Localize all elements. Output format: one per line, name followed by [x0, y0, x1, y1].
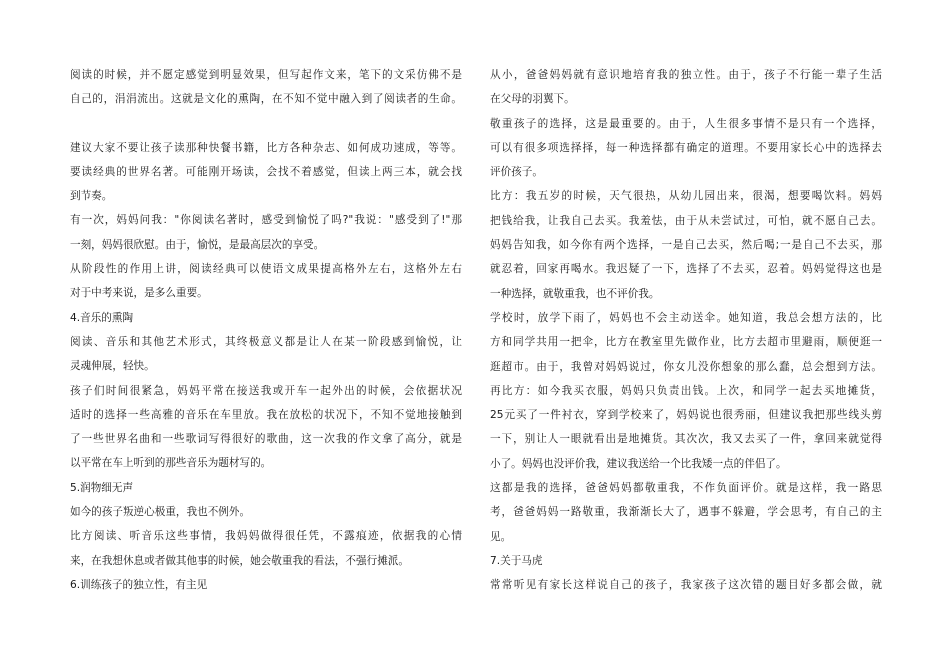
text-line: 对于中考来说，是多么重要。: [70, 287, 208, 300]
text-line: 阅读的时候，并不愿定感觉到明显效果，但写起作文来，笔下的文采仿佛不是: [70, 69, 462, 81]
text-line: 4.音乐的熏陶: [70, 311, 134, 324]
text-line: 学校时，放学下雨了，妈妈也不会主动送伞。她知道，我总会想方法的，比: [490, 311, 882, 324]
text-line: 见。: [490, 530, 512, 543]
text-line: 敬重孩子的选择，这是最重要的。由于，人生很多事情不是只有一个选择，: [490, 117, 882, 130]
text-line: 阅读、音乐和其他艺术形式，其终极意义都是让人在某一阶段感到愉悦，让: [70, 335, 462, 348]
text-line: 到节奏。: [70, 190, 113, 203]
text-line: 建议大家不要让孩子读那种快餐书籍，比方各种杂志、如何成功速成，等等。: [70, 141, 462, 154]
text-line: 来，在我想休息或者做其他事的时候，她会敬重我的看法，不强行摊派。: [70, 554, 409, 567]
text-line: 在父母的羽翼下。: [490, 93, 575, 106]
paragraph-gap: [70, 112, 462, 136]
text-line: 从阶段性的作用上讲，阅读经典可以使语文成果提高格外左右，这格外左右: [70, 263, 462, 276]
text-line: 一刻，妈妈很欣慰。由于，愉悦，是最高层次的享受。: [70, 238, 325, 251]
text-line: 一种选择，就敬重我，也不评价我。: [490, 287, 660, 300]
right-column: [490, 63, 882, 598]
text-line: 了一些世界名曲和一些歌词写得很好的歌曲，这一次我的作文拿了高分，就是: [70, 433, 462, 446]
text-line: 6.训练孩子的独立性，有主见: [70, 578, 208, 591]
text-line: 评价孩子。: [490, 166, 543, 179]
text-line: 比方：我五岁的时候，天气很热，从幼儿园出来，很渴，想要喝饮料。妈妈: [490, 190, 882, 203]
text-line: 自己的，涓涓流出。这就是文化的熏陶，在不知不觉中融入到了阅读者的生命。: [70, 93, 462, 106]
text-line: 以平常在车上听到的那些音乐为题材写的。: [70, 457, 272, 470]
text-line: 要读经典的世界名著。可能刚开场读，会找不着感觉，但读上两三本，就会找: [70, 165, 462, 178]
text-line: 考，爸爸妈妈一路敬重，我渐渐长大了，遇事不躲避，学会思考，有自己的主: [490, 506, 882, 519]
text-line: 常常听见有家长这样说自己的孩子，我家孩子这次错的题目好多都会做，就: [490, 579, 882, 592]
text-line: 就忍着，回家再喝水。我迟疑了一下，选择了不去买，忍着。妈妈觉得这也是: [490, 263, 882, 276]
text-line: 把钱给我，让我自己去买。我羞怯，由于从未尝试过，可怕，就不愿自己去。: [490, 214, 882, 227]
text-line: 适时的选择一些高雅的音乐在车里放。我在放松的状况下，不知不觉地接触到: [70, 408, 462, 421]
text-line: 有一次，妈妈问我："你阅读名著时，感受到愉悦了吗?"我说："感受到了!"那: [70, 214, 462, 227]
text-line: 25元买了一件衬衣，穿到学校来了，妈妈说也很秀丽，但建议我把那些线头剪: [490, 409, 882, 422]
text-line: 妈妈告知我，如今你有两个选择，一是自己去买，然后喝;一是自己不去买，那: [490, 239, 882, 252]
text-line: 逛超市。由于，我曾对妈妈说过，你女儿没你想象的那么蠢，总会想到方法。: [490, 360, 882, 373]
text-line: 比方阅读、听音乐这些事情，我妈妈做得很任凭，不露痕迹，依据我的心情: [70, 530, 462, 543]
text-line: 小了。妈妈也没评价我，建议我送给一个比我矮一点的伴侣了。: [490, 457, 787, 470]
text-line: 如今的孩子叛逆心极重，我也不例外。: [70, 506, 251, 519]
text-line: 从小，爸爸妈妈就有意识地培育我的独立性。由于，孩子不行能一辈子生活: [490, 69, 882, 81]
text-line: 灵魂伸展，轻快。: [70, 360, 155, 373]
text-line: 这都是我的选择，爸爸妈妈都敬重我，不作负面评价。就是这样，我一路思: [490, 482, 882, 495]
text-line: 孩子们时间很紧急，妈妈平常在接送我或开车一起外出的时候，会依据状况: [70, 384, 462, 397]
text-line: 方和同学共用一把伞，比方在教室里先做作业，比方去超市里避雨，顺便逛一: [490, 336, 882, 349]
text-line: 可以有很多项选择择，每一种选择都有确定的道理。不要用家长心中的选择去: [490, 141, 882, 154]
text-line: 5.润物细无声: [70, 481, 134, 494]
text-line: 一下，别让人一眼就看出是地摊货。其次次，我又去买了一件，拿回来就觉得: [490, 433, 882, 446]
text-line: 再比方：如今我买衣服，妈妈只负责出钱。上次，和同学一起去买地摊货，: [490, 384, 882, 397]
text-line: 7.关于马虎: [490, 554, 543, 567]
left-column: [70, 63, 462, 597]
